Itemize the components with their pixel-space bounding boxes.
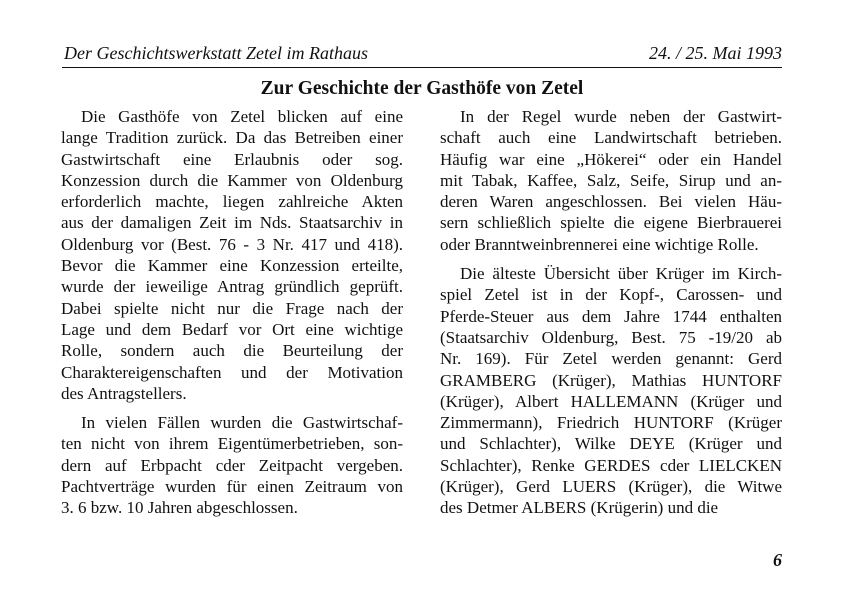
- text-line: GRAMBERG (Krüger), Mathias HUNTORF: [440, 370, 782, 390]
- text-line: lange Tradition zurück. Da das Betreiben einer: [61, 128, 403, 148]
- text-line: oder Branntweinbrennerei eine wichtige Rolle.: [440, 234, 759, 254]
- header-date: 24. / 25. Mai 1993: [649, 43, 782, 63]
- text-line: Konzession durch die Kammer von Oldenburg: [61, 170, 403, 190]
- text-line: In der Regel wurde neben der Gastwirt-: [460, 107, 782, 126]
- left-column-paragraph: [61, 106, 403, 404]
- text-line: (Krüger), Albert HALLEMANN (Krüger und: [440, 391, 782, 411]
- text-line: mit Tabak, Kaffee, Salz, Seife, Sirup und an-: [440, 170, 782, 190]
- text-line: sern schließlich spielte die eigene Bierbrauerei: [440, 213, 782, 233]
- text-line: Oldenburg vor (Best. 76 - 3 Nr. 417 und 418).: [61, 234, 403, 254]
- text-line: Häufig war eine „Hökerei“ oder ein Handel: [440, 149, 782, 169]
- text-line: Pferde-Steuer aus dem Jahre 1744 enthalten: [440, 306, 782, 326]
- text-line: Charaktereigenschaften und der Motivation: [61, 362, 403, 382]
- text-line: Die älteste Übersicht über Krüger im Kirch-: [460, 264, 782, 284]
- right-column-paragraph: [440, 263, 782, 519]
- text-line: 3. 6 bzw. 10 Jahren abgeschlossen.: [61, 498, 298, 518]
- text-line: Zimmermann), Friedrich HUNTORF (Krüger: [440, 413, 782, 433]
- right-column: [440, 106, 782, 519]
- text-line: In vielen Fällen wurden die Gastwirtschaf-: [81, 413, 403, 433]
- text-line: aus der damaligen Zeit im Nds. Staatsarchiv in: [61, 213, 403, 233]
- header-left-text: Der Geschichtswerkstatt Zetel im Rathaus: [64, 43, 368, 63]
- text-line: Dabei spielte nicht nur die Frage nach der: [61, 298, 403, 318]
- text-line: Die Gasthöfe von Zetel blicken auf eine: [81, 107, 403, 126]
- right-column-paragraph: [440, 106, 782, 255]
- text-line: des Antragstellers.: [61, 383, 187, 403]
- page-number: 6: [773, 550, 782, 570]
- text-line: (Krüger), Gerd LUERS (Krüger), die Witwe: [440, 477, 782, 497]
- text-line: Schlachter), Renke GERDES cder LIELCKEN: [440, 455, 782, 475]
- text-line: wurde der ieweilige Antrag gründlich geprüft.: [61, 277, 403, 297]
- text-line: erforderlich machte, liegen zahlreiche Akten: [61, 192, 403, 212]
- running-header: [64, 43, 782, 63]
- text-line: und Schlachter), Wilke DEYE (Krüger und: [440, 434, 782, 454]
- text-line: Bevor die Kammer eine Konzession erteilte,: [61, 256, 403, 276]
- text-line: Nr. 169). Für Zetel werden genannt: Gerd: [440, 349, 782, 369]
- text-line: Rolle, sondern auch die Beurteilung der: [61, 341, 403, 361]
- text-line: deren Waren angeschlossen. Bei vielen Häu-: [440, 192, 782, 212]
- text-line: spiel Zetel ist in der Kopf-, Carossen- und: [440, 285, 782, 305]
- text-line: (Staatsarchiv Oldenburg, Best. 75 -19/20 ab: [440, 327, 782, 347]
- text-line: des Detmer ALBERS (Krügerin) und die: [440, 498, 719, 518]
- article-title: Zur Geschichte der Gasthöfe von Zetel: [260, 78, 584, 99]
- text-line: ten nicht von ihrem Eigentümerbetrieben, son-: [61, 434, 403, 454]
- text-line: Gastwirtschaft eine Erlaubnis oder sog.: [61, 149, 403, 169]
- header-rule: [62, 67, 782, 68]
- text-line: schaft auch eine Landwirtschaft betrieben.: [440, 128, 782, 148]
- text-line: Lage und dem Bedarf vor Ort eine wichtige: [61, 319, 403, 339]
- left-column: [61, 106, 403, 519]
- left-column-paragraph: [61, 412, 403, 518]
- text-line: dern auf Erbpacht cder Zeitpacht vergeben.: [61, 455, 403, 475]
- text-line: Pachtverträge wurden für einen Zeitraum von: [61, 477, 403, 497]
